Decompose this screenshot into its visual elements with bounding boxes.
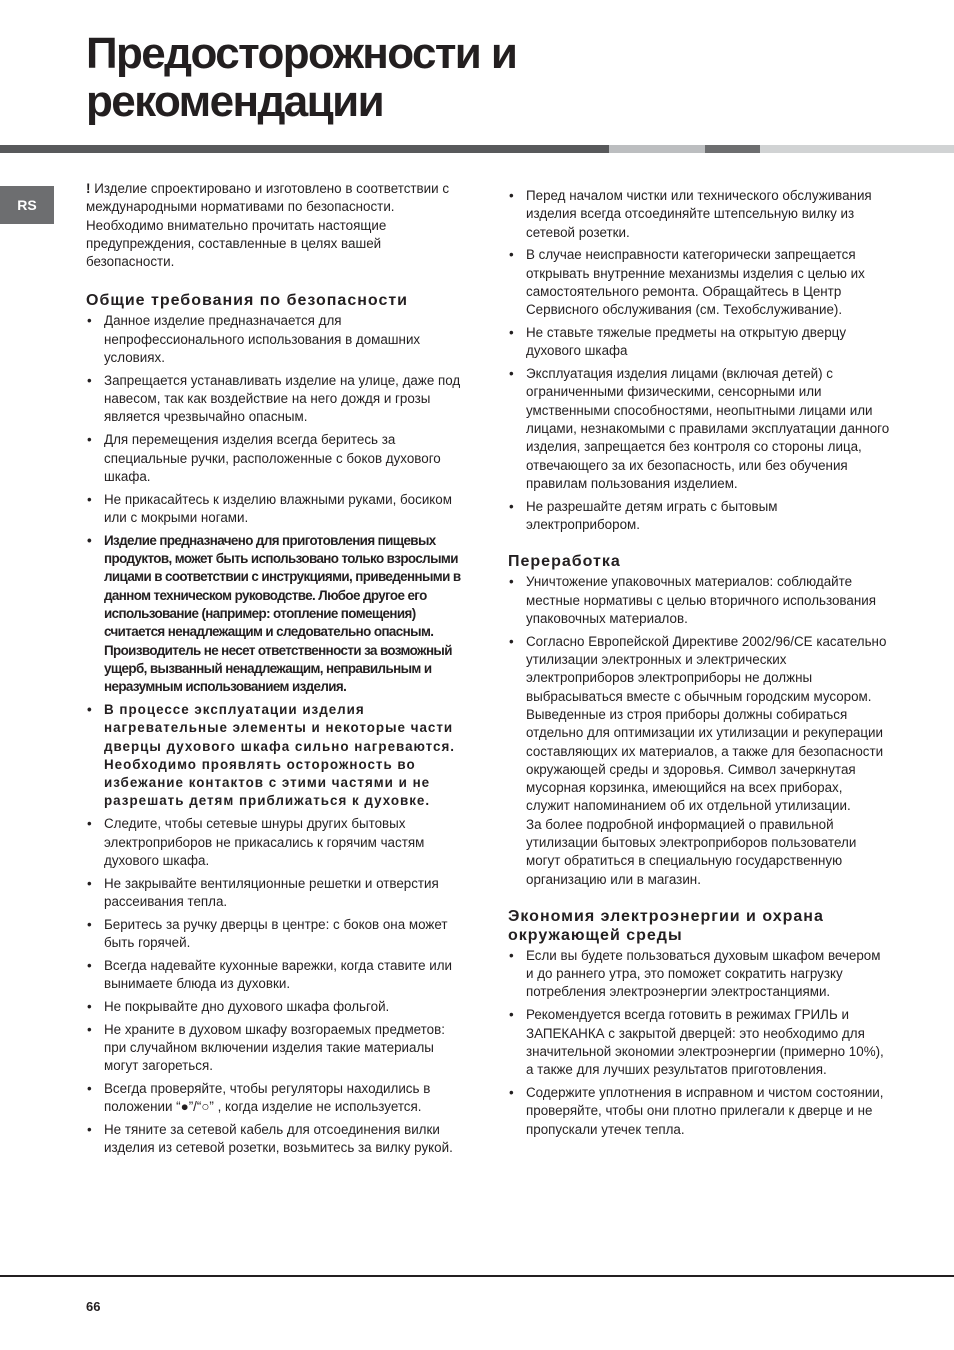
warning-mark: !: [86, 181, 91, 196]
list-item: • Согласно Европейской Директиве 2002/96/CE касательно утилизации электронных и электрических электроприборов электроприборы не должны выбрасываться вместе с обычным городским мусором. Выведенные из строя приборы должны собираться отдельно для оптимизации их утилизации и рекуперации составляющих их материалов, а также для безопасности окружающей среды и здоровья. Символ зачеркнутая мусорная корзинка, имеющийся на всех приборах, служит напоминанием об их отдельной утилизации.: [508, 633, 890, 816]
recycling-list: [508, 573, 890, 889]
list-item: • Данное изделие предназначается для непрофессионального использования в домашних условиях.: [86, 312, 466, 367]
header-rule-dark-segment: [705, 145, 760, 153]
list-item: • Не тяните за сетевой кабель для отсоединения вилки изделия из сетевой розетки, возьмитесь за вилку рукой.: [86, 1121, 466, 1158]
list-item: • Если вы будете пользоваться духовым шкафом вечером и до раннего утра, это поможет сократить нагрузку потребления электроэнергии электростанциями.: [508, 947, 890, 1002]
list-item: • Не покрывайте дно духового шкафа фольгой.: [86, 998, 466, 1016]
list-item: • Не прикасайтесь к изделию влажными руками, босиком или с мокрыми ногами.: [86, 491, 466, 528]
list-item: • В случае неисправности категорически запрещается открывать внутренние механизмы изделия с целью их самостоятельного ремонта. Обращайтесь в Центр Сервисного обслуживания (см. Техобслуживание).: [508, 246, 890, 319]
header-rule-light: [609, 145, 705, 153]
list-item-warning: • Изделие предназначено для приготовления пищевых продуктов, может быть использовано только взрослыми лицами в соответствии с инструкциями, приведенными в данном техническом руководстве. Любое другое его использование (например: отопление помещения) считается ненадлежащим и следовательно опасным. Производитель не несет ответственности за возможный ущерб, вызванный ненадлежащим, неправильным и неразумным использованием изделия.: [86, 532, 466, 697]
safety-list-continued: [508, 187, 890, 534]
list-item: • Рекомендуется всегда готовить в режимах ГРИЛЬ и ЗАПЕКАНКА с закрытой дверцей: это необходимо для значительной экономии электроэнергии (примерно 10%), а также для лучших результатов приготовления.: [508, 1006, 890, 1079]
language-tab: RS: [0, 186, 54, 224]
list-item: • Перед началом чистки или технического обслуживания изделия всегда отсоединяйте штепсельную вилку из сетевой розетки.: [508, 187, 890, 242]
list-item: • Следите, чтобы сетевые шнуры других бытовых электроприборов не прикасались к горячим частям духового шкафа.: [86, 815, 466, 870]
energy-heading: Экономия электроэнергии и охрана окружающей среды: [508, 907, 824, 944]
safety-list: [86, 312, 466, 1157]
list-item: • Не закрывайте вентиляционные решетки и отверстия рассеивания тепла.: [86, 875, 466, 912]
list-item: • Не разрешайте детям играть с бытовым электроприбором.: [508, 498, 890, 535]
intro-paragraph: [86, 180, 466, 271]
list-item: • Запрещается устанавливать изделие на улице, даже под навесом, так как воздействие на него дождя и грозы является чрезвычайно опасным.: [86, 372, 466, 427]
list-item: • Всегда проверяйте, чтобы регуляторы находились в положении “●”/“○” , когда изделие не используется.: [86, 1080, 466, 1117]
page-number: 66: [86, 1299, 101, 1314]
left-column: [86, 180, 466, 1176]
list-item: • Беритесь за ручку дверцы в центре: с боков она может быть горячей.: [86, 916, 466, 953]
recycling-heading: Переработка: [508, 553, 621, 571]
list-item: • Эксплуатация изделия лицами (включая детей) с ограниченными физическими, сенсорными или умственными способностями, неопытными лицами или лицами, незнакомыми с правилами эксплуатации данного изделия, запрещается без контроля со стороны лица, отвечающего за их безопасность, или без обучения правилам пользования изделием.: [508, 365, 890, 493]
list-item: • Всегда надевайте кухонные варежки, когда ставите или вынимаете блюда из духовки.: [86, 957, 466, 994]
header-rule-light-end: [760, 145, 954, 153]
intro-text: Изделие спроектировано и изготовлено в соответствии с международными нормативами по безопасности. Необходимо внимательно прочитать настоящие предупреждения, составленные в целях вашей безопасности.: [86, 181, 450, 270]
list-item: • Содержите уплотнения в исправном и чистом состоянии, проверяйте, чтобы они плотно прилегали к дверце и не пропускали утечек тепла.: [508, 1084, 890, 1139]
header-rule-dark: [0, 145, 609, 153]
list-item-continuation: За более подробной информацией о правильной утилизации бытовых электроприборов пользователи могут обратиться в специальную государственную организацию или в магазин.: [526, 816, 857, 887]
list-item-warning: • В процессе эксплуатации изделия нагревательные элементы и некоторые части дверцы духового шкафа сильно нагреваются. Необходимо проявлять осторожность во избежание контактов с этими частями и не разрешать детям приближаться к духовке.: [86, 701, 466, 811]
list-item: • Для перемещения изделия всегда беритесь за специальные ручки, расположенные с боков духового шкафа.: [86, 431, 466, 486]
footer-rule: [0, 1275, 954, 1277]
list-item: • Не храните в духовом шкафу возгораемых предметов: при случайном включении изделия такие материалы могут загореться.: [86, 1021, 466, 1076]
list-item: • Уничтожение упаковочных материалов: соблюдайте местные нормативы с целью вторичного использования упаковочных материалов.: [508, 573, 890, 628]
right-column: [508, 187, 890, 1157]
page-title: Предосторожности и рекомендации: [86, 29, 517, 126]
list-item: • Не ставьте тяжелые предметы на открытую дверцу духового шкафа: [508, 324, 890, 361]
safety-heading: Общие требования по безопасности: [86, 292, 409, 310]
energy-list: [508, 947, 890, 1139]
